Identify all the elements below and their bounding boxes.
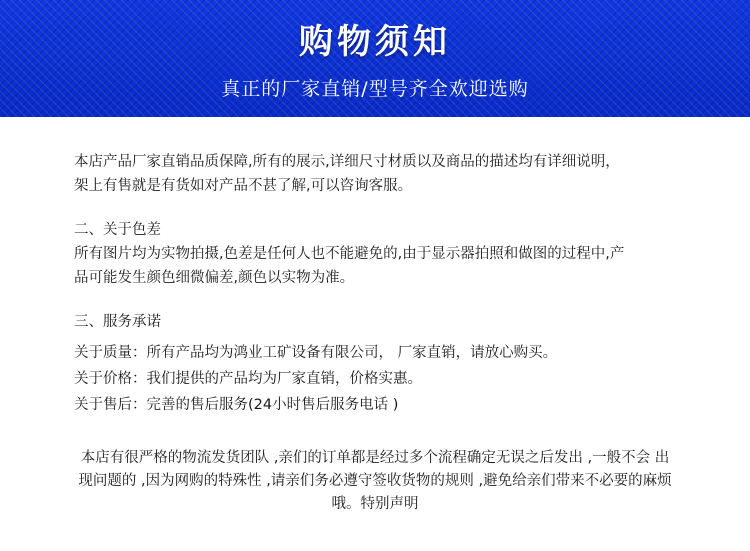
service-price: 关于价格：我们提供的产品均为厂家直销，价格实惠。	[74, 371, 422, 387]
intro-line-1: 本店产品厂家直销品质保障,所有的展示,详细尺寸材质以及商品的描述均有详细说明，	[74, 154, 620, 170]
section-color-line-1: 所有图片均为实物拍摄,色差是任何人也不能避免的,由于显示器拍照和做图的过程中,产	[74, 246, 625, 262]
section-color-line-2: 品可能发生颜色细微偏差,颜色以实物为准。	[74, 270, 355, 286]
shipping-line-3: 哦。特别声明	[331, 496, 419, 512]
notice-content	[74, 150, 714, 418]
shipping-notice	[30, 447, 720, 516]
banner-title: 购物须知	[299, 22, 451, 62]
service-quality: 关于质量：所有产品均为鸿业工矿设备有限公司， 厂家直销，请放心购买。	[74, 345, 558, 361]
intro-line-2: 架上有售就是有货如对产品不甚了解,可以咨询客服。	[74, 178, 413, 194]
section-color-heading: 二、关于色差	[74, 222, 161, 238]
shipping-line-2: 现问题的 ,因为网购的特殊性 ,请亲们务必遵守签收货物的规则 ,避免给亲们带来不必要的麻烦	[78, 473, 672, 489]
banner-subtitle: 真正的厂家直销/型号齐全欢迎选购	[221, 78, 529, 100]
header-banner	[0, 0, 750, 117]
shipping-line-1: 本店有很严格的物流发货团队 ,亲们的订单都是经过多个流程确定无误之后发出 ,一般不会 出	[80, 450, 670, 466]
service-after-sales: 关于售后：完善的售后服务(24小时售后服务电话 )	[74, 397, 399, 413]
section-service-heading: 三、服务承诺	[74, 314, 161, 330]
